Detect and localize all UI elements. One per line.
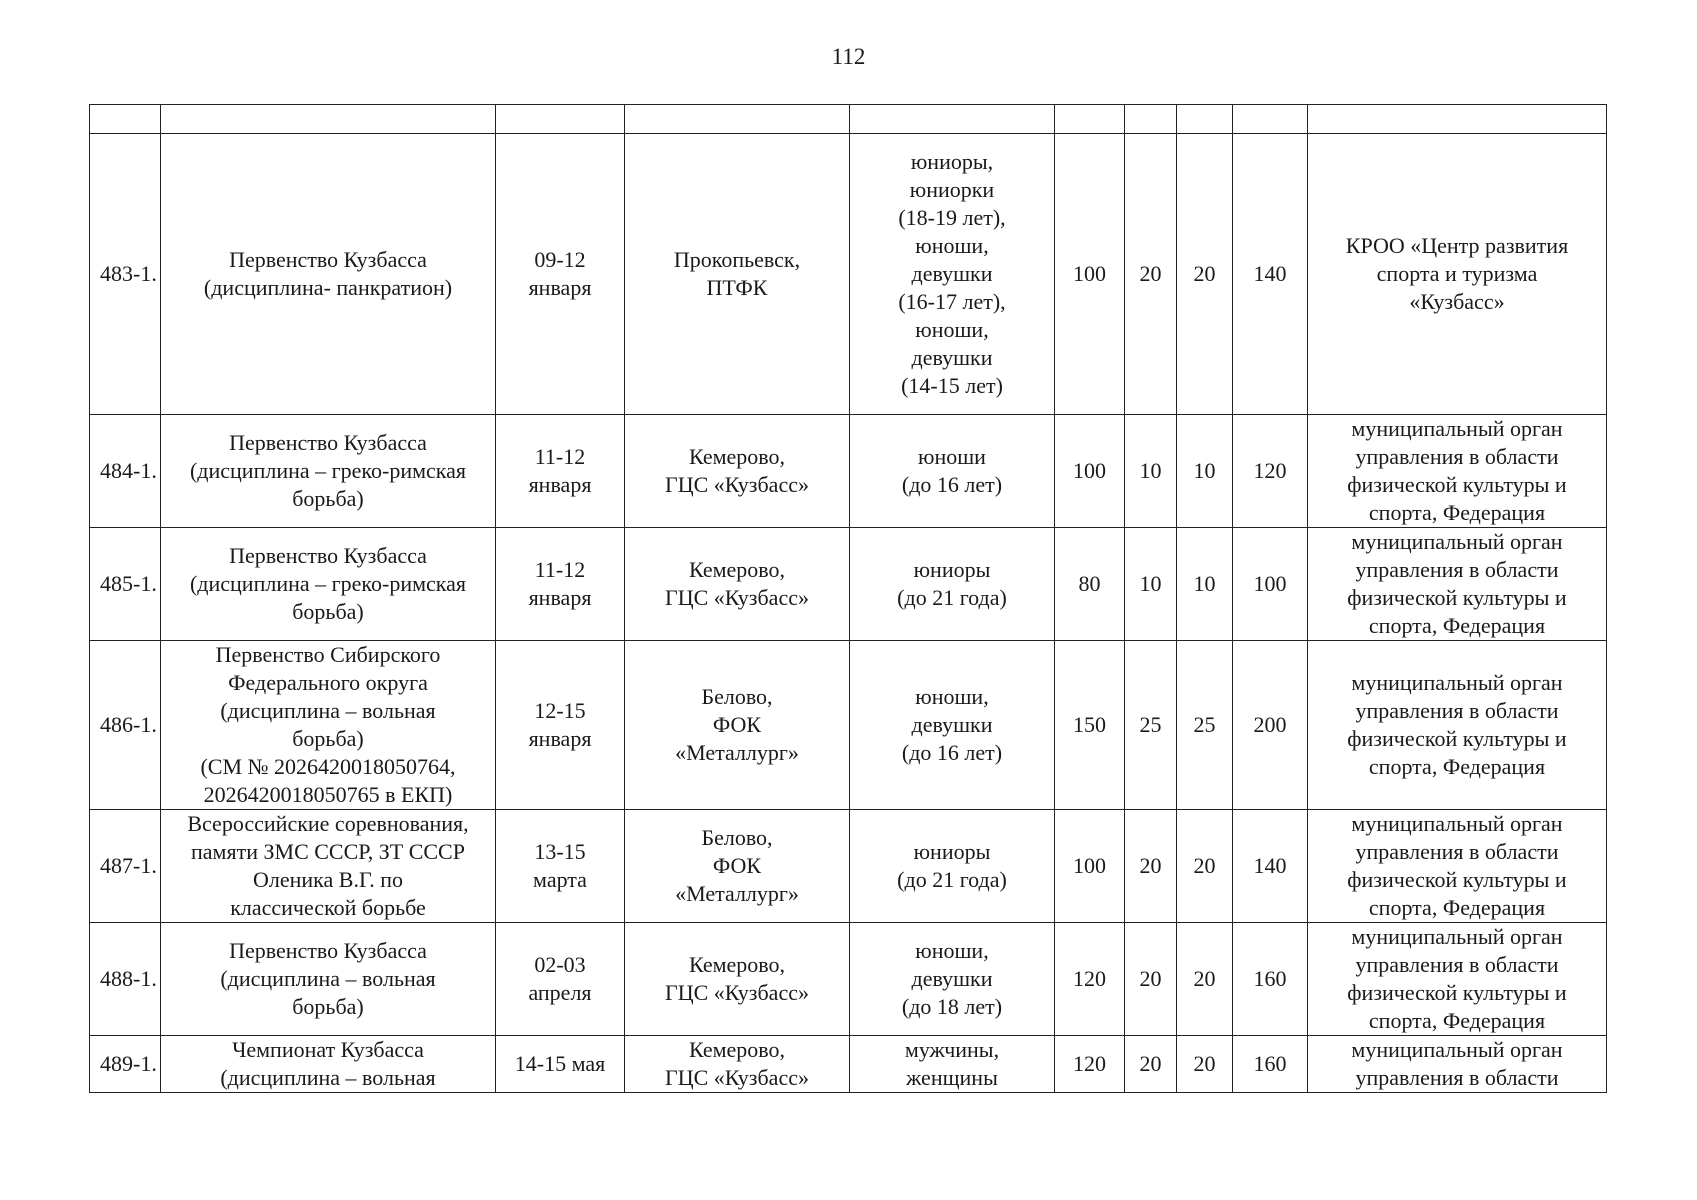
event-name-cell xyxy=(161,641,496,810)
event-number-cell: 488-1. xyxy=(90,923,161,1036)
cell-line: января xyxy=(528,472,592,497)
organizer-cell xyxy=(1308,528,1607,641)
cell-line: КРОО «Центр развития xyxy=(1345,233,1569,258)
cell-line: девушки xyxy=(911,712,993,737)
header-cell xyxy=(161,105,496,134)
header-cell xyxy=(1177,105,1233,134)
event-number-cell: 486-1. xyxy=(90,641,161,810)
count-athletes-cell: 120 xyxy=(1055,923,1125,1036)
cell-line: физической культуры и xyxy=(1347,585,1567,610)
cell-line: (дисциплина- панкратион) xyxy=(203,275,453,300)
cell-line: (14-15 лет) xyxy=(901,373,1003,398)
cell-line: борьба) xyxy=(292,486,364,511)
cell-line: физической культуры и xyxy=(1347,726,1567,751)
cell-line: ГЦС «Кузбасс» xyxy=(665,585,809,610)
organizer-cell xyxy=(1308,810,1607,923)
table-row xyxy=(90,641,1607,810)
cell-line: спорта, Федерация xyxy=(1368,613,1546,638)
cell-line: борьба) xyxy=(292,994,364,1019)
table-row xyxy=(90,528,1607,641)
cell-line: (СМ № 2026420018050764, xyxy=(200,754,456,779)
count-total-cell: 140 xyxy=(1233,134,1308,415)
cell-line: 2026420018050765 в ЕКП) xyxy=(203,782,453,807)
cell-line: Белово, xyxy=(701,825,773,850)
cell-line: 11-12 xyxy=(534,444,586,469)
cell-line: Первенство Сибирского xyxy=(215,642,441,667)
cell-line: ГЦС «Кузбасс» xyxy=(665,980,809,1005)
cell-line: юноши, xyxy=(915,938,989,963)
event-dates-cell xyxy=(496,415,625,528)
event-venue-cell xyxy=(625,528,850,641)
event-name-cell xyxy=(161,134,496,415)
event-number-cell: 487-1. xyxy=(90,810,161,923)
cell-line: (дисциплина – вольная xyxy=(220,1065,436,1090)
event-name-cell xyxy=(161,923,496,1036)
count-total-cell: 160 xyxy=(1233,1036,1308,1093)
cell-line: (до 16 лет) xyxy=(901,740,1003,765)
cell-line: управления в области xyxy=(1355,444,1559,469)
event-name-cell xyxy=(161,1036,496,1093)
organizer-cell xyxy=(1308,1036,1607,1093)
count-athletes-cell: 80 xyxy=(1055,528,1125,641)
cell-line: «Металлург» xyxy=(675,740,799,765)
cell-line: женщины xyxy=(906,1065,998,1090)
cell-line: физической культуры и xyxy=(1347,980,1567,1005)
cell-line: муниципальный орган xyxy=(1351,670,1563,695)
participants-group-cell xyxy=(850,641,1055,810)
organizer-cell xyxy=(1308,641,1607,810)
cell-line: спорта, Федерация xyxy=(1368,754,1546,779)
event-number-cell: 484-1. xyxy=(90,415,161,528)
cell-line: (16-17 лет), xyxy=(898,289,1006,314)
cell-line: (18-19 лет), xyxy=(898,205,1006,230)
header-cell xyxy=(1233,105,1308,134)
cell-line: (до 16 лет) xyxy=(901,472,1003,497)
cell-line: 12-15 xyxy=(534,698,586,723)
cell-line: юниоры xyxy=(913,557,991,582)
cell-line: муниципальный орган xyxy=(1351,529,1563,554)
cell-line: 09-12 xyxy=(534,247,586,272)
header-cell xyxy=(90,105,161,134)
organizer-cell xyxy=(1308,415,1607,528)
participants-group-cell xyxy=(850,810,1055,923)
cell-line: юниорки xyxy=(909,177,995,202)
count-total-cell: 160 xyxy=(1233,923,1308,1036)
cell-line: «Металлург» xyxy=(675,881,799,906)
cell-line: 02-03 xyxy=(534,952,586,977)
cell-line: юноши, xyxy=(915,233,989,258)
event-dates-cell xyxy=(496,810,625,923)
cell-line: управления в области xyxy=(1355,557,1559,582)
cell-line: спорта, Федерация xyxy=(1368,500,1546,525)
cell-line: мужчины, xyxy=(904,1037,1000,1062)
cell-line: (дисциплина – греко-римская xyxy=(189,571,467,596)
cell-line: Первенство Кузбасса xyxy=(229,543,427,568)
count-coaches-cell: 10 xyxy=(1125,528,1177,641)
cell-line: муниципальный орган xyxy=(1351,416,1563,441)
event-venue-cell xyxy=(625,641,850,810)
cell-line: января xyxy=(528,275,592,300)
count-athletes-cell: 150 xyxy=(1055,641,1125,810)
cell-line: девушки xyxy=(911,966,993,991)
count-coaches-cell: 25 xyxy=(1125,641,1177,810)
cell-line: управления в области xyxy=(1355,1065,1559,1090)
cell-line: управления в области xyxy=(1355,839,1559,864)
cell-line: марта xyxy=(533,867,587,892)
cell-line: юноши, xyxy=(915,684,989,709)
cell-line: управления в области xyxy=(1355,698,1559,723)
event-number-cell: 485-1. xyxy=(90,528,161,641)
cell-line: памяти ЗМС СССР, ЗТ СССР xyxy=(191,839,465,864)
cell-line: ФОК xyxy=(712,853,762,878)
count-athletes-cell: 100 xyxy=(1055,810,1125,923)
cell-line: спорта и туризма xyxy=(1376,261,1538,286)
cell-line: (дисциплина – вольная xyxy=(220,698,436,723)
cell-line: девушки xyxy=(911,261,993,286)
count-judges-cell: 20 xyxy=(1177,1036,1233,1093)
event-dates-cell xyxy=(496,1036,625,1093)
cell-line: Первенство Кузбасса xyxy=(229,247,427,272)
cell-line: Федерального округа xyxy=(228,670,428,695)
cell-line: юниоры, xyxy=(910,149,994,174)
event-venue-cell xyxy=(625,134,850,415)
count-athletes-cell: 100 xyxy=(1055,415,1125,528)
event-venue-cell xyxy=(625,810,850,923)
cell-line: января xyxy=(528,585,592,610)
event-name-cell xyxy=(161,528,496,641)
header-cell xyxy=(625,105,850,134)
cell-line: управления в области xyxy=(1355,952,1559,977)
table-row xyxy=(90,923,1607,1036)
header-cell xyxy=(1308,105,1607,134)
cell-line: спорта, Федерация xyxy=(1368,895,1546,920)
cell-line: 11-12 xyxy=(534,557,586,582)
cell-line: Прокопьевск, xyxy=(673,247,801,272)
cell-line: (дисциплина – греко-римская xyxy=(189,458,467,483)
cell-line: муниципальный орган xyxy=(1351,811,1563,836)
event-dates-cell xyxy=(496,641,625,810)
cell-line: Кемерово, xyxy=(688,557,786,582)
table-row xyxy=(90,810,1607,923)
cell-line: 14-15 мая xyxy=(514,1051,606,1076)
header-cell xyxy=(496,105,625,134)
cell-line: ГЦС «Кузбасс» xyxy=(665,472,809,497)
count-total-cell: 200 xyxy=(1233,641,1308,810)
count-total-cell: 100 xyxy=(1233,528,1308,641)
cell-line: борьба) xyxy=(292,726,364,751)
count-judges-cell: 20 xyxy=(1177,923,1233,1036)
count-judges-cell: 20 xyxy=(1177,134,1233,415)
cell-line: ПТФК xyxy=(706,275,768,300)
event-dates-cell xyxy=(496,134,625,415)
cell-line: Кемерово, xyxy=(688,444,786,469)
cell-line: борьба) xyxy=(292,599,364,624)
count-coaches-cell: 10 xyxy=(1125,415,1177,528)
event-number-cell: 483-1. xyxy=(90,134,161,415)
count-judges-cell: 20 xyxy=(1177,810,1233,923)
table-row xyxy=(90,134,1607,415)
cell-line: муниципальный орган xyxy=(1351,924,1563,949)
cell-line: (дисциплина – вольная xyxy=(220,966,436,991)
event-name-cell xyxy=(161,415,496,528)
cell-line: 13-15 xyxy=(534,839,586,864)
count-judges-cell: 10 xyxy=(1177,528,1233,641)
participants-group-cell xyxy=(850,528,1055,641)
events-table xyxy=(89,104,1607,1093)
header-cell xyxy=(1125,105,1177,134)
event-venue-cell xyxy=(625,415,850,528)
count-judges-cell: 10 xyxy=(1177,415,1233,528)
cell-line: Первенство Кузбасса xyxy=(229,430,427,455)
cell-line: физической культуры и xyxy=(1347,472,1567,497)
header-cell xyxy=(850,105,1055,134)
cell-line: «Кузбасс» xyxy=(1409,289,1505,314)
count-athletes-cell: 120 xyxy=(1055,1036,1125,1093)
cell-line: Всероссийские соревнования, xyxy=(187,811,469,836)
cell-line: муниципальный орган xyxy=(1351,1037,1563,1062)
count-judges-cell: 25 xyxy=(1177,641,1233,810)
cell-line: юноши xyxy=(918,444,986,469)
cell-line: (до 18 лет) xyxy=(901,994,1003,1019)
cell-line: ФОК xyxy=(712,712,762,737)
event-name-cell xyxy=(161,810,496,923)
cell-line: юниоры xyxy=(913,839,991,864)
cell-line: физической культуры и xyxy=(1347,867,1567,892)
cell-line: апреля xyxy=(528,980,592,1005)
participants-group-cell xyxy=(850,923,1055,1036)
count-coaches-cell: 20 xyxy=(1125,134,1177,415)
participants-group-cell xyxy=(850,1036,1055,1093)
header-cell xyxy=(1055,105,1125,134)
cell-line: Кемерово, xyxy=(688,952,786,977)
event-venue-cell xyxy=(625,923,850,1036)
count-coaches-cell: 20 xyxy=(1125,1036,1177,1093)
cell-line: спорта, Федерация xyxy=(1368,1008,1546,1033)
cell-line: Чемпионат Кузбасса xyxy=(232,1037,424,1062)
cell-line: (до 21 года) xyxy=(897,585,1007,610)
organizer-cell xyxy=(1308,134,1607,415)
page-number: 112 xyxy=(831,44,866,69)
cell-line: Кемерово, xyxy=(688,1037,786,1062)
header-row xyxy=(90,105,1607,134)
table-row xyxy=(90,1036,1607,1093)
cell-line: Первенство Кузбасса xyxy=(229,938,427,963)
cell-line: классической борьбе xyxy=(230,895,426,920)
participants-group-cell xyxy=(850,134,1055,415)
event-dates-cell xyxy=(496,923,625,1036)
cell-line: юноши, xyxy=(915,317,989,342)
cell-line: Белово, xyxy=(701,684,773,709)
count-coaches-cell: 20 xyxy=(1125,923,1177,1036)
count-total-cell: 120 xyxy=(1233,415,1308,528)
event-number-cell: 489-1. xyxy=(90,1036,161,1093)
cell-line: (до 21 года) xyxy=(897,867,1007,892)
count-coaches-cell: 20 xyxy=(1125,810,1177,923)
event-dates-cell xyxy=(496,528,625,641)
cell-line: января xyxy=(528,726,592,751)
count-athletes-cell: 100 xyxy=(1055,134,1125,415)
event-venue-cell xyxy=(625,1036,850,1093)
participants-group-cell xyxy=(850,415,1055,528)
count-total-cell: 140 xyxy=(1233,810,1308,923)
cell-line: Оленика В.Г. по xyxy=(253,867,403,892)
organizer-cell xyxy=(1308,923,1607,1036)
table-row xyxy=(90,415,1607,528)
cell-line: девушки xyxy=(911,345,993,370)
cell-line: ГЦС «Кузбасс» xyxy=(665,1065,809,1090)
